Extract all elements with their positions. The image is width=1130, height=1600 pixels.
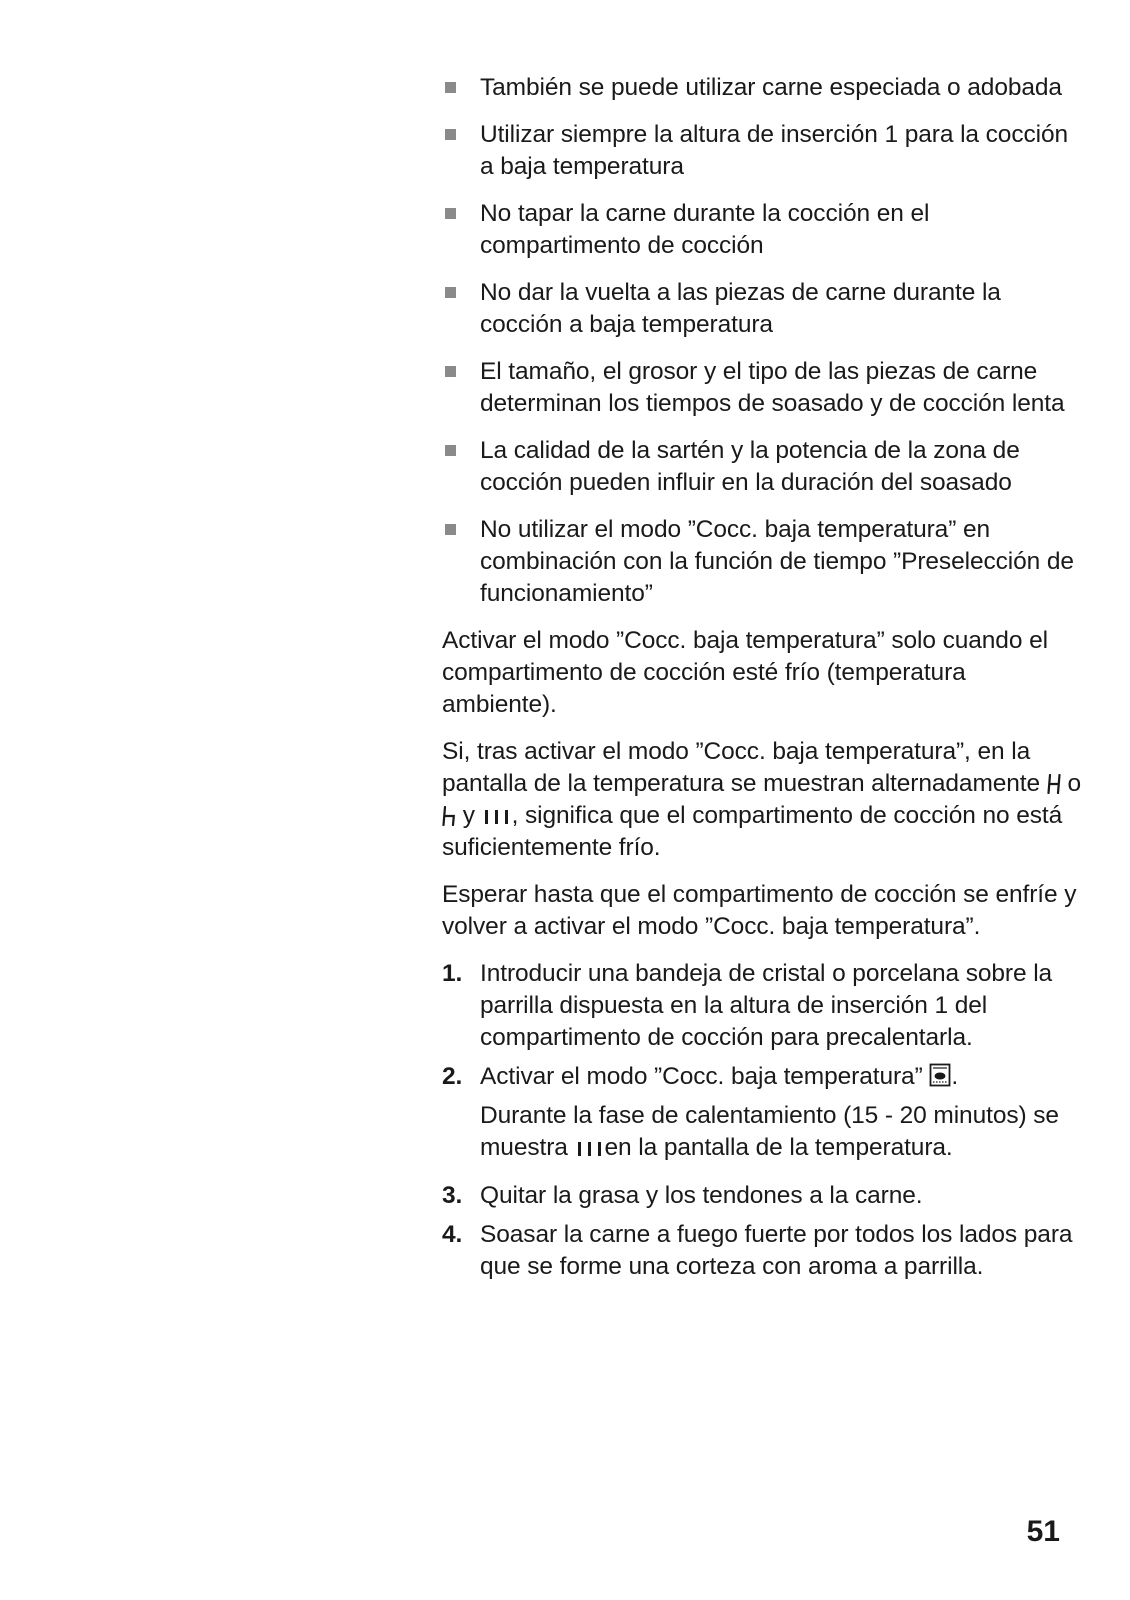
step-item: 2. Activar el modo ”Cocc. baja temperatura” . Durante la fase de calentamiento (15 - 20 minutos) se muestra en la pantalla de la temperatura. [442,1061,1082,1164]
page-number: 51 [1026,1515,1060,1548]
square-bullet-icon [445,82,456,93]
square-bullet-icon [445,208,456,219]
step-item [442,1180,1082,1212]
bullet-item: No dar la vuelta a las piezas de carne durante la cocción a baja temperatura [442,277,1082,341]
low-temperature-mode-icon [929,1063,951,1087]
step-number: 2. [442,1063,463,1090]
display-three-bars-icon [482,808,512,826]
step-item [442,1219,1082,1283]
step-number: 3. [442,1182,463,1209]
bullet-item: Utilizar siempre la altura de inserción 1 para la cocción a baja temperatura [442,119,1082,183]
display-segment-H-icon [1047,774,1061,794]
content-column [442,72,1082,1290]
square-bullet-icon [445,287,456,298]
step-number: 1. [442,960,463,987]
bullet-item: No tapar la carne durante la cocción en el compartimento de cocción [442,198,1082,262]
paragraph-cold-start: Activar el modo ”Cocc. baja temperatura” solo cuando el compartimento de cocción esté frío (temperatura ambiente). [442,627,1048,718]
step-text: Soasar la carne a fuego fuerte por todos los lados para que se forme una corteza con aroma a parrilla. [480,1221,1073,1280]
square-bullet-icon [445,524,456,535]
square-bullet-icon [445,129,456,140]
paragraph-wait-cool: Esperar hasta que el compartimento de cocción se enfríe y volver a activar el modo ”Cocc. baja temperatura”. [442,881,1077,940]
square-bullet-icon [445,445,456,456]
step-text: Introducir una bandeja de cristal o porcelana sobre la parrilla dispuesta en la altura de inserción 1 del compartimento de cocción para precalentarla. [480,960,1053,1051]
display-segment-h-icon [442,806,456,826]
step-text: Quitar la grasa y los tendones a la carne. [480,1182,923,1209]
bullet-item: También se puede utilizar carne especiada o adobada [442,72,1082,104]
step-number: 4. [442,1221,463,1248]
display-three-bars-icon [575,1140,605,1158]
bullet-item: No utilizar el modo ”Cocc. baja temperatura” en combinación con la función de tiempo ”Preselección de funcionamiento” [442,514,1082,610]
bullet-item: La calidad de la sartén y la potencia de la zona de cocción pueden influir en la duración del soasado [442,435,1082,499]
step-note: Durante la fase de calentamiento (15 - 20 minutos) se muestra en la pantalla de la temperatura. [480,1102,1059,1161]
square-bullet-icon [445,366,456,377]
step-text: Activar el modo ”Cocc. baja temperatura” [480,1063,923,1090]
paragraph-display-warning: Si, tras activar el modo ”Cocc. baja temperatura”, en la pantalla de la temperatura se muestran alternadamente o y , significa que el compartimento de cocción no está suficientemente frío. [442,738,1082,861]
bullet-item: El tamaño, el grosor y el tipo de las piezas de carne determinan los tiempos de soasado y de cocción lenta [442,356,1082,420]
step-item [442,958,1082,1054]
